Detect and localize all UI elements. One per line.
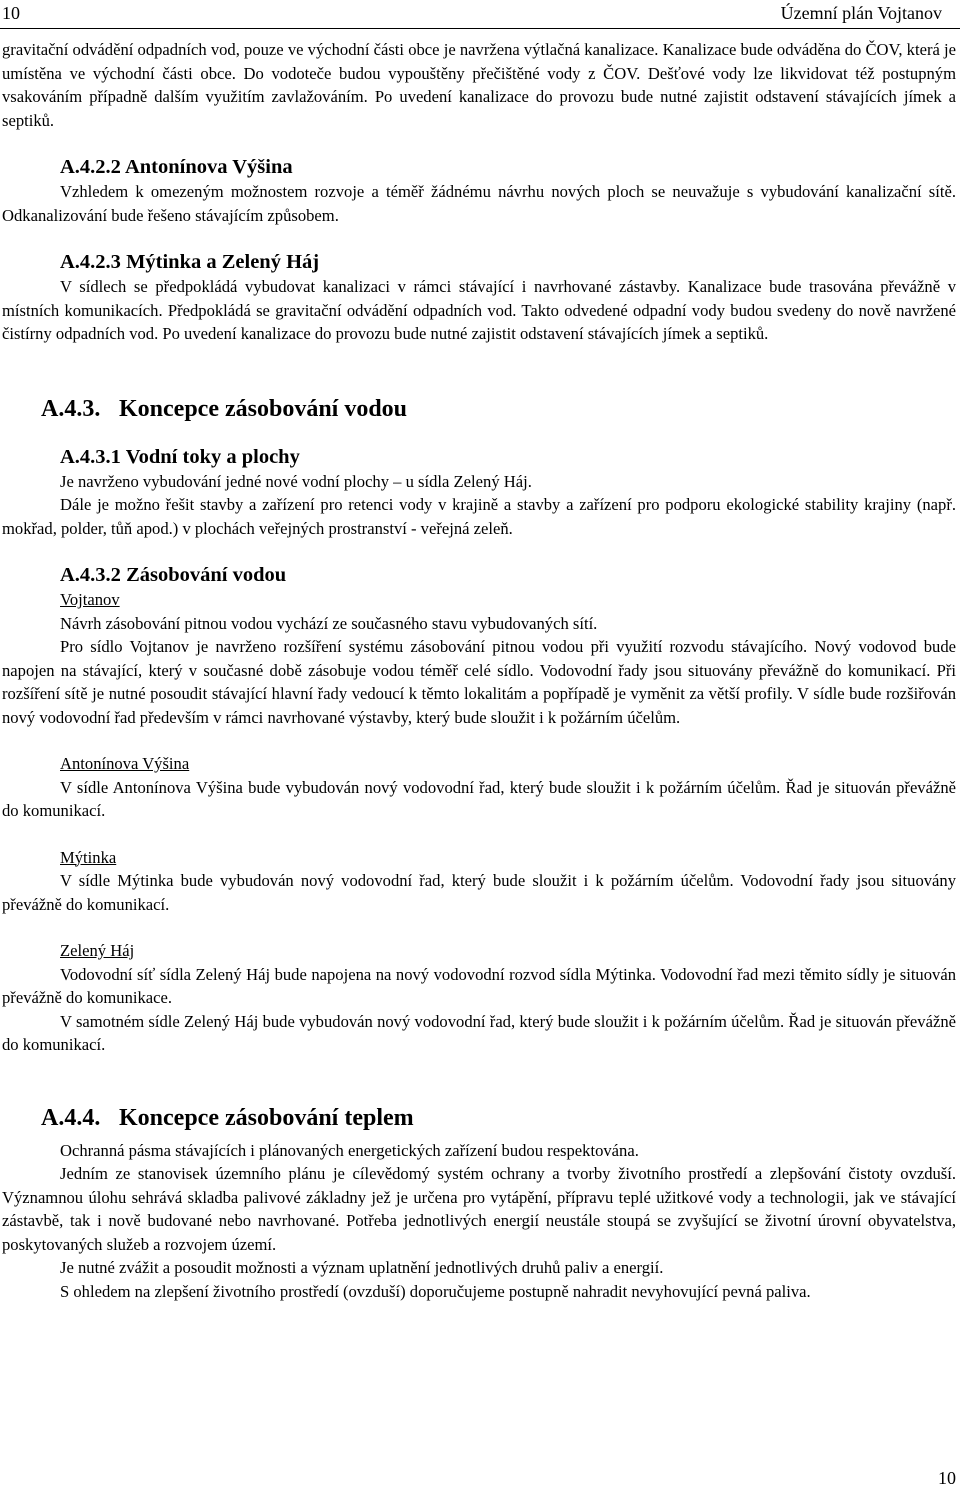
paragraph: Vzhledem k omezeným možnostem rozvoje a téměř žádnému návrhu nových ploch se neuvažuje s vybudování kanalizační sítě. Odkanalizování bude řešeno stávajícím způsobem.: [2, 182, 956, 225]
header-page-number: 10: [2, 3, 20, 23]
section-title: Zásobování vodou: [126, 564, 287, 586]
paragraph: Návrh zásobování pitnou vodou vychází ze současného stavu vybudovaných sítí.: [60, 613, 598, 633]
section-number: A.4.2.2: [60, 156, 121, 178]
section-title: Antonínova Výšina: [124, 156, 293, 178]
paragraph: V sídle Antonínova Výšina bude vybudován nový vodovodní řad, který bude sloužit i k požárním účelům. Řad je situován převážně do komunikací.: [2, 777, 956, 820]
chapter-title: Koncepce zásobování teplem: [119, 1104, 414, 1131]
paragraph: Pro sídlo Vojtanov je navrženo rozšíření systému zásobování pitnou vodou při využití rozvodu stávajícího. Nový vodovod bude napojen na stávající, který v současné době zásobuje vodou téměř celé sídlo. Vodovodní řady jsou situovány převážně do komunikací. Při rozšíření sítě je nutné posoudit stávající hlavní řady vedoucí k těmto lokalitám a popřípadě je vyměnit za větší profily. V sídle bude rozšiřován nový vodovodní řad především v rámci navrhované výstavby, který bude sloužit i k požárním účelům.: [2, 637, 956, 727]
paragraph: V sídlech se předpokládá vybudovat kanalizaci v rámci stávající i navrhované zástavby. Kanalizace bude trasována převážně v místních komunikacích. Předpokládá se gravitační odvádění odpadních vod. Takto odvedené odpadní vody budou svedeny do nově navržené čistírny odpadních vod. Po uvedení kanalizace do provozu bude nutné zajistit odstavení stávajících jímek a septiků.: [2, 277, 956, 343]
section-heading-a422: [60, 154, 956, 180]
section-heading-a432: [60, 562, 956, 588]
subheading-zeleny-haj: Zelený Háj: [60, 941, 135, 960]
section-number: A.4.3.1: [60, 445, 121, 468]
page-content: [2, 38, 956, 1303]
intro-paragraph: gravitační odvádění odpadních vod, pouze ve východní části obce je navržena výtlačná kanalizace. Kanalizace bude odváděna do ČOV, která je umístěna ve východní části obce. Do vodoteče budou vypouštěny přečištěné vody z ČOV. Dešťové vody lze likvidovat též postupným vsakováním případně dalším využitím zavlažováním. Po uvedení kanalizace do provozu bude nutné zajistit odstavení stávajících jímek a septiků.: [2, 40, 956, 130]
page-header: [2, 2, 942, 26]
chapter-number: A.4.3.: [41, 395, 101, 422]
subheading-mytinka: Mýtinka: [60, 847, 117, 867]
paragraph: V sídle Mýtinka bude vybudován nový vodovodní řad, který bude sloužit i k požárním účelům. Vodovodní řady jsou situovány převážně do komunikací.: [2, 871, 956, 914]
section-title: Vodní toky a plochy: [125, 445, 300, 468]
paragraph: S ohledem na zlepšení životního prostředí (ovzduší) doporučujeme postupně nahradit nevyhovující pevná paliva.: [60, 1281, 811, 1301]
chapter-heading-a44: [41, 1103, 956, 1133]
paragraph: Jedním ze stanovisek územního plánu je cílevědomý systém ochrany a tvorby životního prostředí a zlepšování čistoty ovzduší. Významnou úlohu sehrává skladba palivové základny jež je určena pro vytápění, přípravu teplé užitkové vody a technologii, jak ve stávající zástavbě, tak i nově budované nebo navrhované. Potřeba jednotlivých energií neustále stoupá se zvyšující se životní úrovní obyvatelstva, poskytovaných služeb a rozvojem území.: [2, 1164, 956, 1254]
subheading-antoninova-vysina: Antonínova Výšina: [60, 754, 190, 773]
section-heading-a431: [60, 444, 956, 470]
section-title: Mýtinka a Zelený Háj: [126, 251, 320, 273]
paragraph: Je navrženo vybudování jedné nové vodní plochy – u sídla Zelený Háj.: [60, 471, 532, 491]
section-number: A.4.3.2: [60, 564, 121, 586]
header-title: Územní plán Vojtanov: [780, 3, 942, 23]
chapter-heading-a43: [41, 394, 956, 424]
paragraph: Vodovodní síť sídla Zelený Háj bude napojena na nový vodovodní rozvod sídla Mýtinka. Vodovodní řad mezi těmito sídly je situován převážně do komunikace.: [2, 964, 956, 1007]
chapter-title: Koncepce zásobování vodou: [119, 395, 408, 422]
section-heading-a423: [60, 249, 956, 275]
section-number: A.4.2.3: [60, 251, 121, 273]
paragraph: Dále je možno řešit stavby a zařízení pro retenci vody v krajině a stavby a zařízení pro podporu ekologické stability krajiny (např. mokřad, polder, tůň apod.) v plochách veřejných prostranství - veřejná zeleň.: [2, 495, 956, 538]
chapter-number: A.4.4.: [41, 1104, 101, 1131]
paragraph: V samotném sídle Zelený Háj bude vybudován nový vodovodní řad, který bude sloužit i k požárním účelům. Řad je situován převážně do komunikací.: [2, 1011, 956, 1054]
footer-page-number: 10: [938, 1467, 956, 1488]
header-rule: [0, 28, 960, 29]
paragraph: Ochranná pásma stávajících i plánovaných energetických zařízení budou respektována.: [60, 1140, 639, 1160]
paragraph: Je nutné zvážit a posoudit možnosti a význam uplatnění jednotlivých druhů paliv a energií.: [60, 1258, 664, 1277]
subheading-vojtanov: Vojtanov: [60, 590, 120, 609]
